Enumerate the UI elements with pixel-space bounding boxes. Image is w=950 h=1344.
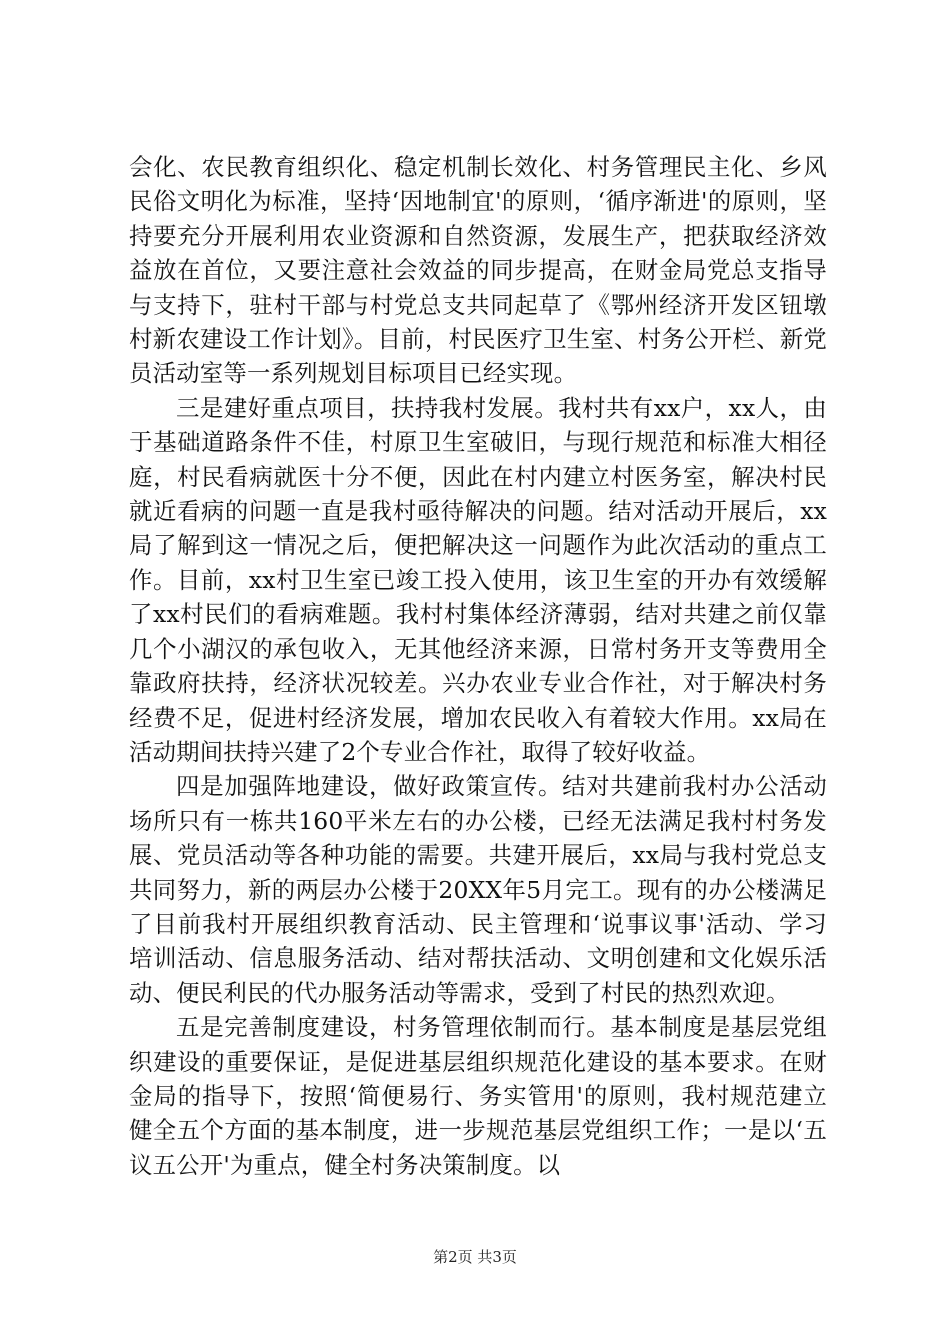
paragraph-1: 会化、农民教育组织化、稳定机制长效化、村务管理民主化、乡风民俗文明化为标准，坚持‘因地制宜'的原则，‘循序渐进'的原则，坚持要充分开展利用农业资源和自然资源，发展生产，把获取经济效益放在首位，又要注意社会效益的同步提高，在财金局党总支指导与支持下，驻村干部与村党总支共同起草了《鄂州经济开发区钮墩村新农建设工作计划》。目前，村民医疗卫生室、村务公开栏、新党员活动室等一系列规划目标项目已经实现。 [129,153,827,388]
paragraph-4: 五是完善制度建设，村务管理依制而行。基本制度是基层党组织建设的重要保证，是促进基层组织规范化建设的基本要求。在财金局的指导下，按照‘简便易行、务实管用'的原则，我村规范建立健全五个方面的基本制度，进一步规范基层党组织工作；一是以‘五议五公开'为重点，健全村务决策制度。以 [129,1013,827,1179]
page-number-footer: 第2页 共3页 [433,1248,517,1266]
paragraph-2: 三是建好重点项目，扶持我村发展。我村共有xx户，xx人，由于基础道路条件不佳，村原卫生室破旧，与现行规范和标准大相径庭，村民看病就医十分不便，因此在村内建立村医务室，解决村民就近看病的问题一直是我村亟待解决的问题。结对活动开展后，xx局了解到这一情况之后，便把解决这一问题作为此次活动的重点工作。目前，xx村卫生室已竣工投入使用，该卫生室的开办有效缓解了xx村民们的看病难题。我村村集体经济薄弱，结对共建之前仅靠几个小湖汉的承包收入，无其他经济来源，日常村务开支等费用全靠政府扶持，经济状况较差。兴办农业专业合作社，对于解决村务经费不足，促进村经济发展，增加农民收入有着较大作用。xx局在活动期间扶持兴建了2个专业合作社，取得了较好收益。 [129,393,827,766]
paragraph-3: 四是加强阵地建设，做好政策宣传。结对共建前我村办公活动场所只有一栋共160平米左右的办公楼，已经无法满足我村村务发展、党员活动等各种功能的需要。共建开展后，xx局与我村党总支共同努力，新的两层办公楼于20XX年5月完工。现有的办公楼满足了目前我村开展组织教育活动、民主管理和‘说事议事'活动、学习培训活动、信息服务活动、结对帮扶活动、文明创建和文化娱乐活动、便民利民的代办服务活动等需求，受到了村民的热烈欢迎。 [129,772,827,1007]
document-body [129,150,827,1182]
